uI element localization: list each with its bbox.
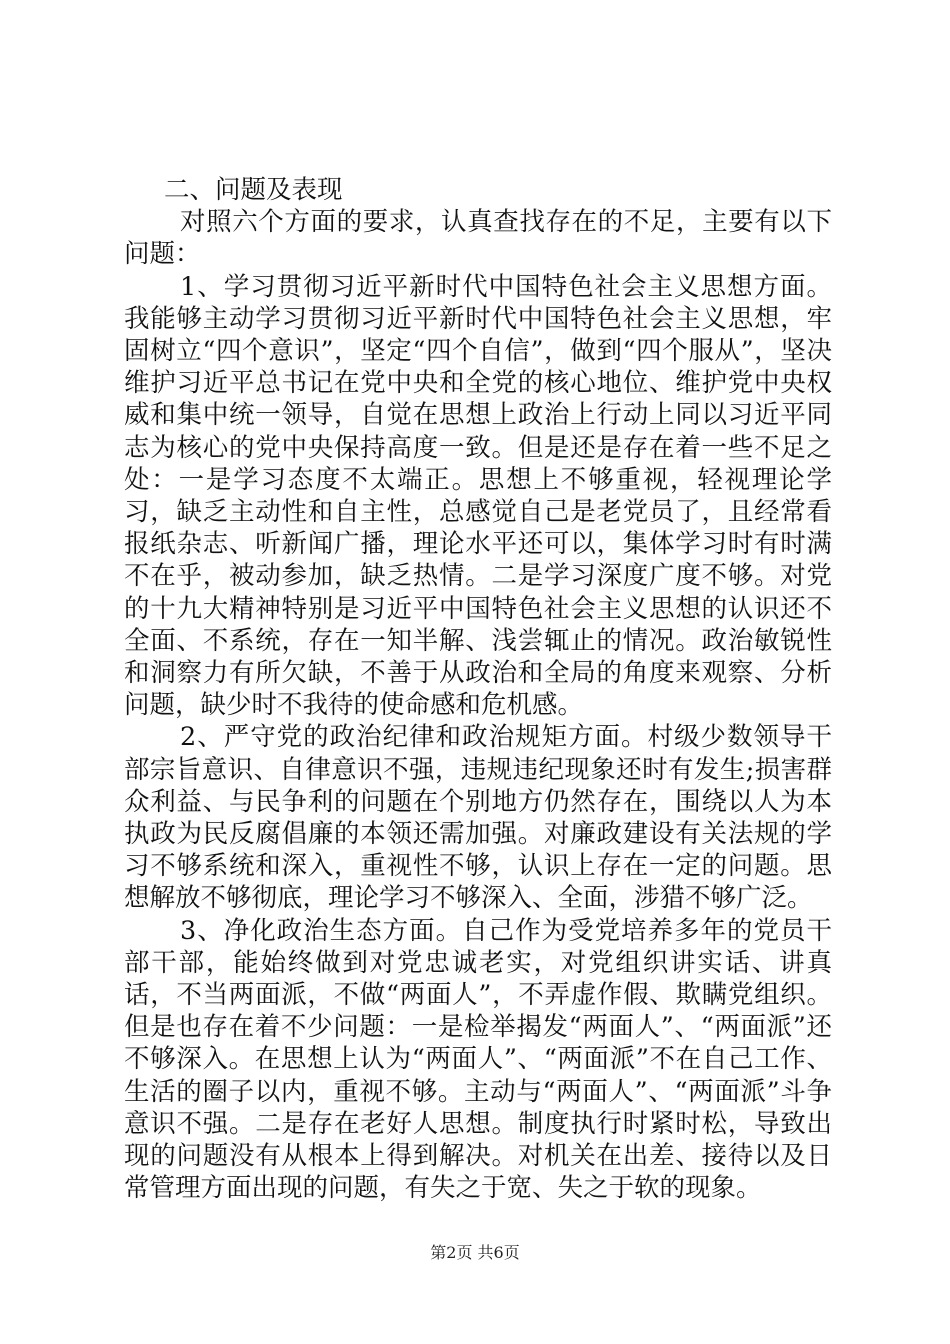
page-footer: 第2页 共6页 (430, 1243, 520, 1262)
document-body (124, 174, 832, 1205)
paragraph-1: 1、学习贯彻习近平新时代中国特色社会主义思想方面。我能够主动学习贯彻习近平新时代中国特色社会主义思想，牢固树立“四个意识”，坚定“四个自信”，做到“四个服从”，坚决维护习近平总书记在党中央和全党的核心地位、维护党中央权威和集中统一领导，自觉在思想上政治上行动上同以习近平同志为核心的党中央保持高度一致。但是还是存在着一些不足之处：一是学习态度不太端正。思想上不够重视，轻视理论学习，缺乏主动性和自主性，总感觉自己是老党员了，且经常看报纸杂志、听新闻广播，理论水平还可以，集体学习时有时满不在乎，被动参加，缺乏热情。二是学习深度广度不够。对党的十九大精神特别是习近平中国特色社会主义思想的认识还不全面、不系统，存在一知半解、浅尝辄止的情况。政治敏锐性和洞察力有所欠缺，不善于从政治和全局的角度来观察、分析问题，缺少时不我待的使命感和危机感。 (124, 271, 832, 721)
section-heading: 二、问题及表现 (164, 175, 343, 205)
paragraph-2: 2、严守党的政治纪律和政治规矩方面。村级少数领导干部宗旨意识、自律意识不强，违规违纪现象还时有发生;损害群众利益、与民争利的问题在个别地方仍然存在，围绕以人为本执政为民反腐倡廉的本领还需加强。对廉政建设有关法规的学习不够系统和深入，重视性不够，认识上存在一定的问题。思想解放不够彻底，理论学习不够深入、全面，涉猎不够广泛。 (124, 722, 832, 914)
paragraph-3: 3、净化政治生态方面。自己作为受党培养多年的党员干部干部，能始终做到对党忠诚老实，对党组织讲实话、讲真话，不当两面派，不做“两面人”，不弄虚作假、欺瞒党组织。但是也存在着不少问题：一是检举揭发“两面人”、“两面派”还不够深入。在思想上认为“两面人”、“两面派”不在自己工作、生活的圈子以内，重视不够。主动与“两面人”、“两面派”斗争意识不强。二是存在老好人思想。制度执行时紧时松，导致出现的问题没有从根本上得到解决。对机关在出差、接待以及日常管理方面出现的问题，有失之于宽、失之于软的现象。 (124, 915, 832, 1204)
intro-paragraph: 对照六个方面的要求，认真查找存在的不足，主要有以下问题： (124, 207, 832, 270)
